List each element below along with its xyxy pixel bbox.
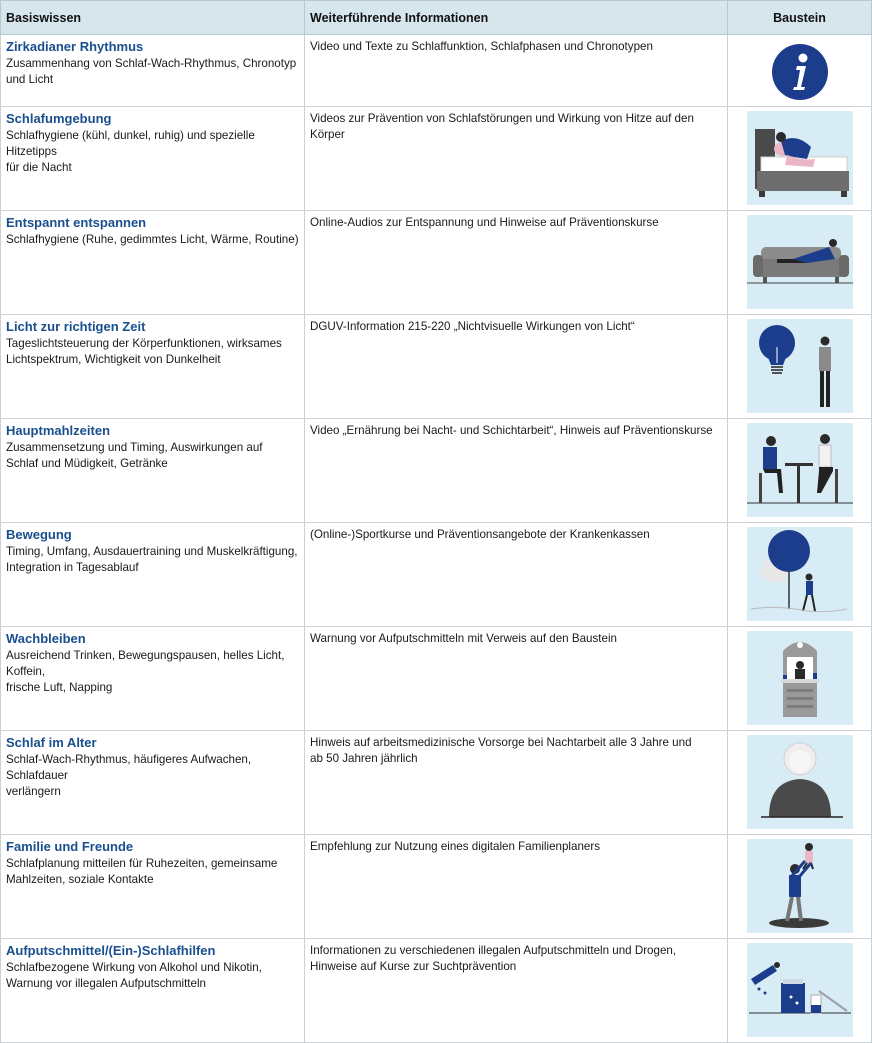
elderly-illustration-icon[interactable] — [747, 735, 853, 829]
header-baustein: Baustein — [728, 1, 872, 35]
topic-description: Schlafhygiene (Ruhe, gedimmtes Licht, Wärme, Routine) — [6, 233, 299, 246]
table-header-row — [1, 1, 872, 35]
lightbulb-illustration-icon[interactable] — [747, 319, 853, 413]
info-cell — [305, 835, 728, 939]
basis-cell — [1, 835, 305, 939]
kiosk-illustration-icon[interactable] — [747, 631, 853, 725]
table-row — [1, 35, 872, 107]
header-basiswissen: Basiswissen — [1, 1, 305, 35]
sofa-illustration-icon[interactable] — [747, 215, 853, 309]
baustein-cell — [728, 107, 872, 211]
info-text: Video „Ernährung bei Nacht- und Schichtarbeit“, Hinweis auf Präventionskurse — [310, 424, 713, 437]
walk-tree-illustration-icon[interactable] — [747, 527, 853, 621]
basis-cell — [1, 211, 305, 315]
topic-description: Tageslichtsteuerung der Körperfunktionen, wirksames Lichtspektrum, Wichtigkeit von Dunkelheit — [6, 337, 282, 366]
basis-cell — [1, 35, 305, 107]
baustein-cell — [728, 419, 872, 523]
baustein-cell — [728, 315, 872, 419]
topic-title: Wachbleiben — [6, 631, 86, 646]
table-row — [1, 939, 872, 1043]
info-cell — [305, 731, 728, 835]
topic-description: Schlafplanung mitteilen für Ruhezeiten, gemeinsame Mahlzeiten, soziale Kontakte — [6, 857, 278, 886]
table-row — [1, 315, 872, 419]
basis-cell — [1, 523, 305, 627]
topic-title: Hauptmahlzeiten — [6, 423, 111, 438]
info-text: Video und Texte zu Schlaffunktion, Schlafphasen und Chronotypen — [310, 40, 653, 53]
topic-title: Schlafumgebung — [6, 111, 112, 126]
topic-description: Schlafhygiene (kühl, dunkel, ruhig) und spezielle Hitzetipps für die Nacht — [6, 129, 255, 174]
info-text: Videos zur Prävention von Schlafstörungen und Wirkung von Hitze auf den Körper — [310, 112, 694, 141]
topic-title: Entspannt entspannen — [6, 215, 147, 230]
info-cell — [305, 419, 728, 523]
basis-cell — [1, 627, 305, 731]
baustein-cell — [728, 835, 872, 939]
table-row — [1, 627, 872, 731]
info-text: Online-Audios zur Entspannung und Hinweise auf Präventionskurse — [310, 216, 659, 229]
table-row — [1, 523, 872, 627]
baustein-cell — [728, 35, 872, 107]
baustein-cell — [728, 939, 872, 1043]
topic-description: Zusammenhang von Schlaf-Wach-Rhythmus, Chronotyp und Licht — [6, 57, 297, 86]
table-row — [1, 731, 872, 835]
basis-cell — [1, 419, 305, 523]
table-row — [1, 419, 872, 523]
info-cell — [305, 523, 728, 627]
baustein-cell — [728, 731, 872, 835]
info-text: (Online-)Sportkurse und Präventionsangebote der Krankenkassen — [310, 528, 650, 541]
table-row — [1, 835, 872, 939]
topic-title: Schlaf im Alter — [6, 735, 97, 750]
substances-illustration-icon[interactable] — [747, 943, 853, 1037]
info-text: Hinweis auf arbeitsmedizinische Vorsorge bei Nachtarbeit alle 3 Jahre und ab 50 Jahren jährlich — [310, 736, 692, 765]
info-cell — [305, 315, 728, 419]
topic-title: Bewegung — [6, 527, 72, 542]
baustein-cell — [728, 523, 872, 627]
info-text: Warnung vor Aufputschmitteln mit Verweis auf den Baustein — [310, 632, 617, 645]
basis-cell — [1, 107, 305, 211]
topic-title: Zirkadianer Rhythmus — [6, 39, 144, 54]
info-cell — [305, 107, 728, 211]
info-icon[interactable] — [771, 43, 829, 101]
info-text: DGUV-Information 215-220 „Nichtvisuelle Wirkungen von Licht“ — [310, 320, 635, 333]
table-row — [1, 211, 872, 315]
table-row — [1, 107, 872, 211]
topic-title: Licht zur richtigen Zeit — [6, 319, 146, 334]
basis-cell — [1, 731, 305, 835]
info-cell — [305, 35, 728, 107]
topic-description: Schlaf-Wach-Rhythmus, häufigeres Aufwachen, Schlafdauer verlängern — [6, 753, 252, 798]
dining-illustration-icon[interactable] — [747, 423, 853, 517]
basis-cell — [1, 939, 305, 1043]
topic-title: Aufputschmittel/(Ein-)Schlafhilfen — [6, 943, 216, 958]
basis-cell — [1, 315, 305, 419]
info-cell — [305, 939, 728, 1043]
topic-description: Timing, Umfang, Ausdauertraining und Muskelkräftigung, Integration in Tagesablauf — [6, 545, 298, 574]
family-illustration-icon[interactable] — [747, 839, 853, 933]
topic-description: Ausreichend Trinken, Bewegungspausen, helles Licht, Koffein, frische Luft, Napping — [6, 649, 285, 694]
topic-description: Schlafbezogene Wirkung von Alkohol und Nikotin, Warnung vor illegalen Aufputschmitteln — [6, 961, 262, 990]
baustein-cell — [728, 627, 872, 731]
info-cell — [305, 211, 728, 315]
info-text: Empfehlung zur Nutzung eines digitalen Familienplaners — [310, 840, 601, 853]
info-cell — [305, 627, 728, 731]
info-text: Informationen zu verschiedenen illegalen Aufputschmitteln und Drogen, Hinweise auf Kurse zur Suchtprävention — [310, 944, 677, 973]
header-weiterfuehrend: Weiterführende Informationen — [305, 1, 728, 35]
topic-description: Zusammensetzung und Timing, Auswirkungen auf Schlaf und Müdigkeit, Getränke — [6, 441, 263, 470]
bed-illustration-icon[interactable] — [747, 111, 853, 205]
baustein-cell — [728, 211, 872, 315]
topic-title: Familie und Freunde — [6, 839, 134, 854]
